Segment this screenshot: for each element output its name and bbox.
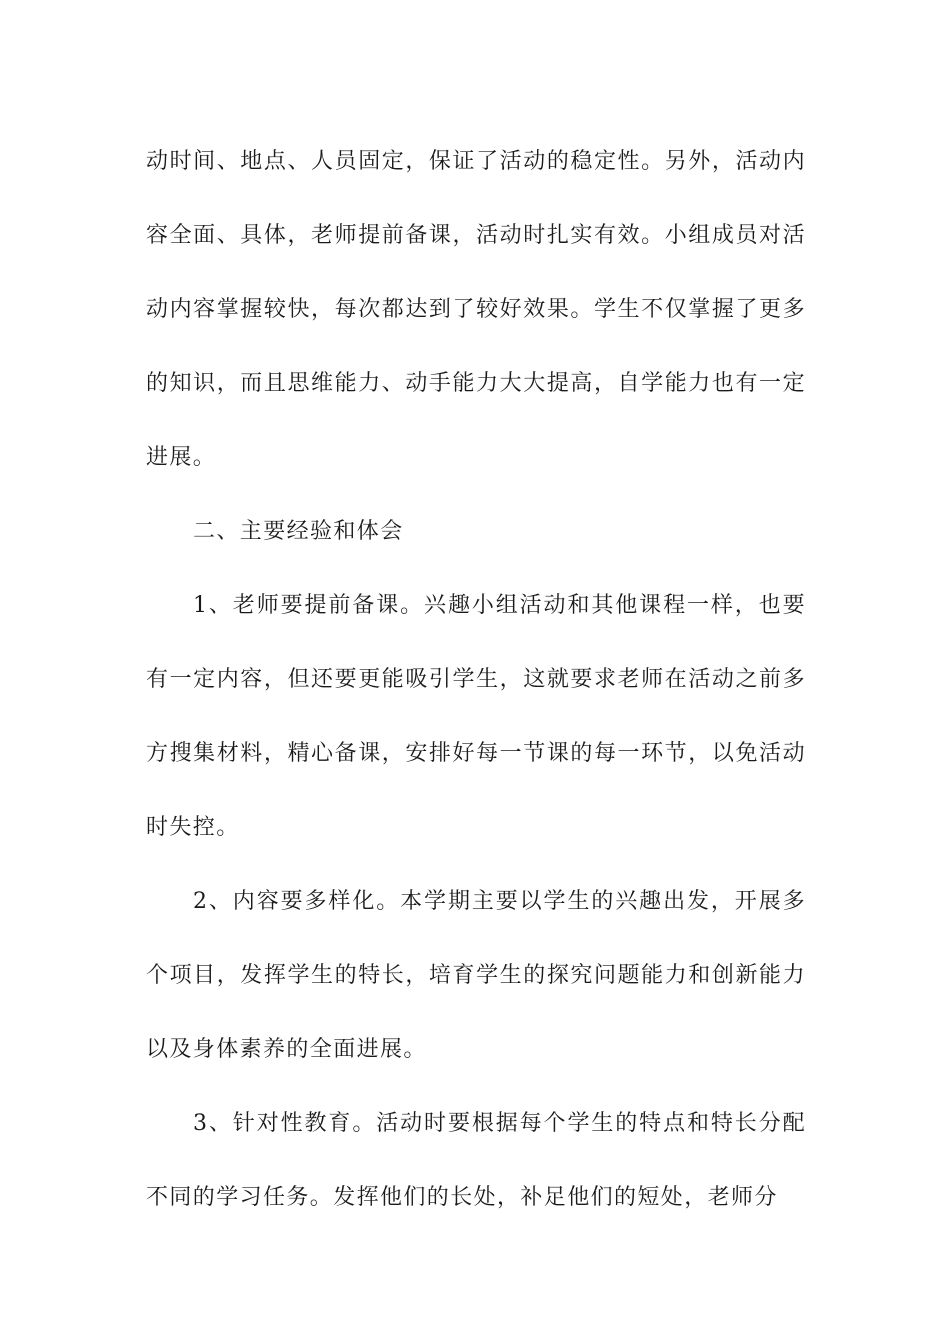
paragraph-point-3: 3、针对性教育。活动时要根据每个学生的特点和特长分配不同的学习任务。发挥他们的长处，补足他们的短处，老师分 xyxy=(146,1111,806,1210)
document-body xyxy=(146,125,806,1235)
paragraph-continuation: 动时间、地点、人员固定，保证了活动的稳定性。另外，活动内容全面、具体，老师提前备课，活动时扎实有效。小组成员对活动内容掌握较快，每次都达到了较好效果。学生不仅掌握了更多的知识，而且思维能力、动手能力大大提高，自学能力也有一定进展。 xyxy=(146,149,806,470)
paragraph-point-1: 1、老师要提前备课。兴趣小组活动和其他课程一样，也要有一定内容，但还要更能吸引学生，这就要求老师在活动之前多方搜集材料，精心备课，安排好每一节课的每一环节，以免活动时失控。 xyxy=(146,593,806,840)
paragraph-point-2: 2、内容要多样化。本学期主要以学生的兴趣出发，开展多个项目，发挥学生的特长，培育学生的探究问题能力和创新能力以及身体素养的全面进展。 xyxy=(146,889,806,1062)
section-heading-experience: 二、主要经验和体会 xyxy=(193,519,404,544)
